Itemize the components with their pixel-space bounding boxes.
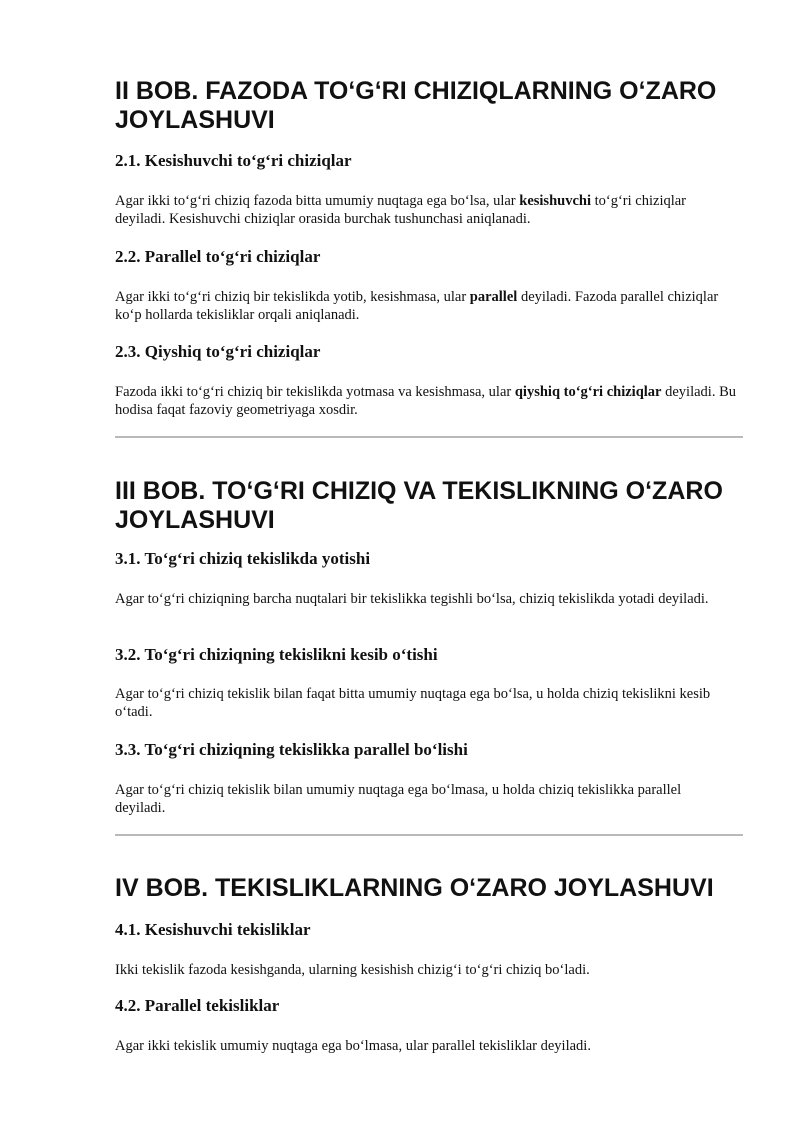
section-2-2-text-after: deyiladi. Fazoda parallel chiziqlar ko‘p hollarda tekisliklar orqali aniqlanadi. [115,289,719,323]
section-2-3-text [115,383,743,419]
chapter-4-title: IV BOB. TEKISLIKLARNING O‘ZARO JOYLASHUVI [115,874,714,902]
section-3-3-heading: 3.3. To‘g‘ri chiziqning tekislikka parallel bo‘lishi [115,740,468,759]
section-2-3-text-before: Fazoda ikki to‘g‘ri chiziq bir tekislikda yotmasa va kesishmasa, ular [115,384,515,400]
section-2-1-text [115,192,715,228]
section-3-3-text: Agar to‘g‘ri chiziq tekislik bilan umumiy nuqtaga ega bo‘lmasa, u holda chiziq tekislikka parallel deyiladi. [115,782,682,816]
section-3-1-text: Agar to‘g‘ri chiziqning barcha nuqtalari bir tekislikka tegishli bo‘lsa, chiziq tekislikda yotadi deyiladi. [115,591,709,607]
divider [115,436,743,438]
section-3-2-text: Agar to‘g‘ri chiziq tekislik bilan faqat bitta umumiy nuqtaga ega bo‘lsa, u holda chiziq tekislikni kesib o‘tadi. [115,686,711,720]
section-2-2-text [115,288,735,324]
section-4-1-heading: 4.1. Kesishuvchi tekisliklar [115,920,311,939]
section-4-2-heading: 4.2. Parallel tekisliklar [115,996,280,1015]
chapter-2-title: II BOB. FAZODA TO‘G‘RI CHIZIQLARNING O‘ZARO JOYLASHUVI [115,77,717,134]
section-4-2-text: Agar ikki tekislik umumiy nuqtaga ega bo‘lmasa, ular parallel tekisliklar deyiladi. [115,1038,591,1054]
section-3-2-heading: 3.2. To‘g‘ri chiziqning tekislikni kesib o‘tishi [115,645,438,664]
section-2-2-term: parallel [469,289,518,305]
section-2-1-text-before: Agar ikki to‘g‘ri chiziq fazoda bitta umumiy nuqtaga ega bo‘lsa, ular [115,193,520,209]
section-2-1-text-after: to‘g‘ri chiziqlar deyiladi. Kesishuvchi chiziqlar orasida burchak tushunchasi aniqlanadi. [115,193,687,227]
section-2-1-term: kesishuvchi [519,193,591,209]
chapter-3-title: III BOB. TO‘G‘RI CHIZIQ VA TEKISLIKNING O‘ZARO JOYLASHUVI [115,477,723,534]
section-2-2-heading: 2.2. Parallel to‘g‘ri chiziqlar [115,247,321,266]
divider [115,834,743,836]
section-2-3-term: qiyshiq to‘g‘ri chiziqlar [514,384,662,400]
section-3-1-heading: 3.1. To‘g‘ri chiziq tekislikda yotishi [115,549,371,568]
section-2-3-heading: 2.3. Qiyshiq to‘g‘ri chiziqlar [115,342,321,361]
section-2-2-text-before: Agar ikki to‘g‘ri chiziq bir tekislikda yotib, kesishmasa, ular [115,289,470,305]
section-4-1-text: Ikki tekislik fazoda kesishganda, ularning kesishish chizig‘i to‘g‘ri chiziq bo‘ladi. [115,962,590,978]
section-2-3-text-after: deyiladi. Bu hodisa faqat fazoviy geometriyaga xosdir. [115,384,736,418]
section-2-1-heading: 2.1. Kesishuvchi to‘g‘ri chiziqlar [115,151,352,170]
